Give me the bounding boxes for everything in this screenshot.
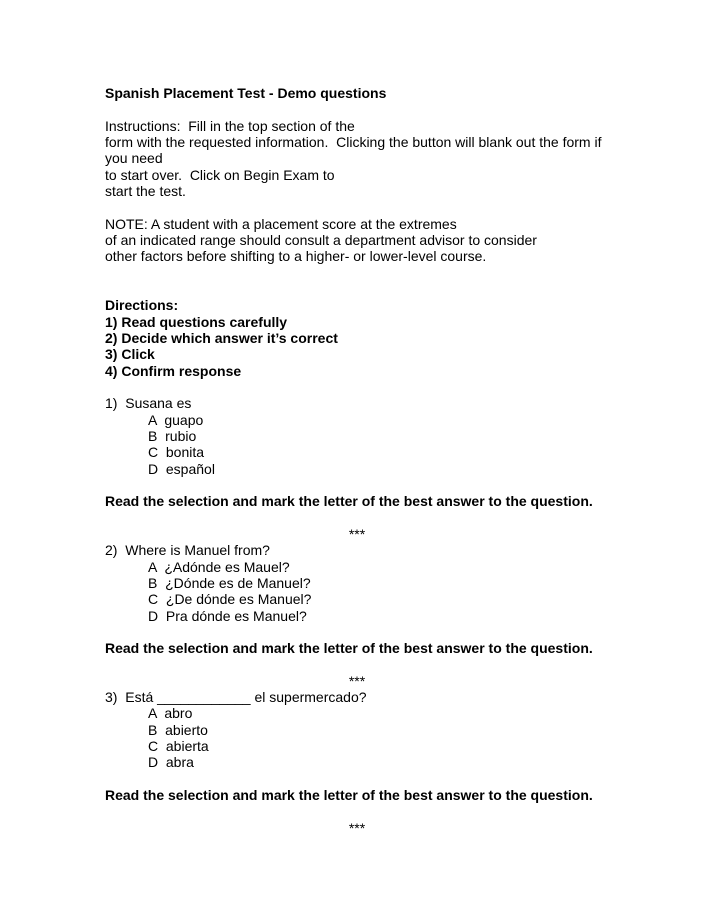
instructions-line: to start over. Click on Begin Exam to <box>105 166 335 183</box>
question-3-option-a: A abro <box>148 705 193 722</box>
question-1-prompt: 1) Susana es <box>105 395 192 412</box>
question-3 <box>105 689 609 771</box>
note-paragraph <box>105 216 609 265</box>
question-1-option-c: C bonita <box>148 444 205 461</box>
section-separator: *** <box>348 525 366 542</box>
directions-step: 1) Read questions carefully <box>105 313 288 330</box>
instructions-line: form with the requested information. Clicking the button will blank out the form if <box>105 133 602 150</box>
question-2 <box>105 542 609 624</box>
instructions-line: Instructions: Fill in the top section of the <box>105 117 355 134</box>
instructions-line: you need <box>105 150 163 167</box>
question-3-prompt: 3) Está ____________ el supermercado? <box>105 689 367 706</box>
question-1 <box>105 395 609 477</box>
question-3-option-d: D abra <box>148 754 194 771</box>
section-separator: *** <box>348 672 366 689</box>
question-2-prompt: 2) Where is Manuel from? <box>105 542 270 559</box>
directions-block <box>105 297 609 379</box>
question-2-option-b: B ¿Dónde es de Manuel? <box>148 574 311 591</box>
question-2-option-a: A ¿Adónde es Mauel? <box>148 558 290 575</box>
question-3-option-b: B abierto <box>148 721 208 738</box>
directions-step: 3) Click <box>105 346 155 363</box>
question-1-option-b: B rubio <box>148 427 197 444</box>
question-3-option-c: C abierta <box>148 738 209 755</box>
instructions-paragraph <box>105 118 609 200</box>
directions-heading: Directions: <box>105 297 179 314</box>
question-1-option-a: A guapo <box>148 411 204 428</box>
read-instruction: Read the selection and mark the letter of the best answer to the question. <box>105 787 593 804</box>
section-separator: *** <box>348 819 366 836</box>
directions-step: 4) Confirm response <box>105 362 242 379</box>
document-title: Spanish Placement Test - Demo questions <box>105 85 387 101</box>
question-2-option-d: D Pra dónde es Manuel? <box>148 607 307 624</box>
note-line: other factors before shifting to a higher- or lower-level course. <box>105 248 487 265</box>
directions-step: 2) Decide which answer it’s correct <box>105 329 338 346</box>
note-line: of an indicated range should consult a department advisor to consider <box>105 231 537 248</box>
instructions-line: start the test. <box>105 182 186 199</box>
read-instruction: Read the selection and mark the letter of the best answer to the question. <box>105 493 593 510</box>
question-1-option-d: D español <box>148 460 215 477</box>
question-2-option-c: C ¿De dónde es Manuel? <box>148 591 312 608</box>
read-instruction: Read the selection and mark the letter of the best answer to the question. <box>105 640 593 657</box>
note-line: NOTE: A student with a placement score at the extremes <box>105 215 457 232</box>
